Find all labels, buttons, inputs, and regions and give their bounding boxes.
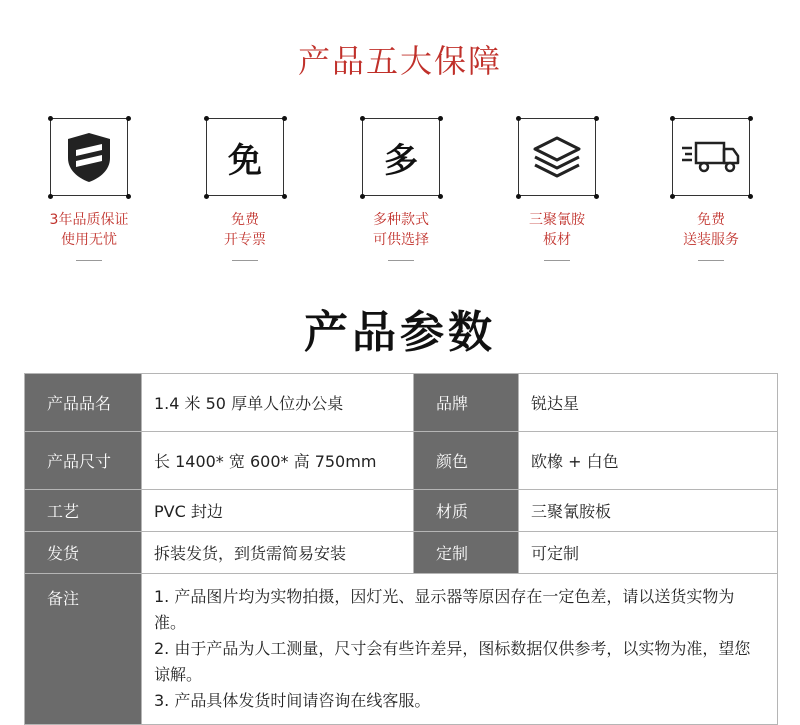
table-row xyxy=(25,532,778,574)
param-value: 欧橡 + 白色 xyxy=(519,432,778,490)
param-value: 可定制 xyxy=(519,532,778,574)
feature-label: 三聚氰胺 板材 xyxy=(529,212,585,248)
notes-label: 备注 xyxy=(25,574,142,725)
param-key: 定制 xyxy=(414,532,519,574)
param-key: 颜色 xyxy=(414,432,519,490)
feature-icon-box xyxy=(672,118,750,196)
feature-delivery xyxy=(651,118,771,261)
guarantee-features xyxy=(0,118,800,268)
feature-invoice xyxy=(185,118,305,261)
param-value: 三聚氰胺板 xyxy=(519,490,778,532)
free-char-icon: 免 xyxy=(228,140,262,181)
param-key: 工艺 xyxy=(25,490,142,532)
divider xyxy=(698,260,724,261)
notes-content xyxy=(142,574,778,725)
feature-label: 多种款式 可供选择 xyxy=(373,212,429,248)
feature-quality xyxy=(29,118,149,261)
param-value: 拆装发货，到货需简易安装 xyxy=(142,532,414,574)
feature-label: 3年品质保证 使用无忧 xyxy=(49,212,129,248)
feature-icon-box xyxy=(50,118,128,196)
feature-label: 免费 送装服务 xyxy=(683,212,739,248)
table-row-notes xyxy=(25,574,778,725)
param-value: 长 1400* 宽 600* 高 750mm xyxy=(142,432,414,490)
feature-icon-box xyxy=(362,118,440,196)
param-value: 锐达星 xyxy=(519,374,778,432)
params-table xyxy=(24,373,778,725)
param-value: PVC 封边 xyxy=(142,490,414,532)
param-key: 产品品名 xyxy=(25,374,142,432)
table-row xyxy=(25,490,778,532)
feature-icon-box xyxy=(518,118,596,196)
feature-material xyxy=(497,118,617,261)
feature-label: 免费 开专票 xyxy=(224,212,266,248)
table-row xyxy=(25,432,778,490)
divider xyxy=(232,260,258,261)
guarantee-title: 产品五大保障 xyxy=(297,42,502,80)
param-value: 1.4 米 50 厚单人位办公桌 xyxy=(142,374,414,432)
note-item: 2. 由于产品为人工测量，尺寸会有些许差异，图标数据仅供参考，以实物为准，望您谅解。 xyxy=(154,639,751,684)
divider xyxy=(388,260,414,261)
param-key: 材质 xyxy=(414,490,519,532)
note-item: 1. 产品图片均为实物拍摄，因灯光、显示器等原因存在一定色差，请以送货实物为准。 xyxy=(154,587,735,632)
table-row xyxy=(25,374,778,432)
feature-styles xyxy=(341,118,461,261)
param-key: 产品尺寸 xyxy=(25,432,142,490)
feature-icon-box xyxy=(206,118,284,196)
params-title: 产品参数 xyxy=(304,307,496,358)
note-item: 3. 产品具体发货时间请咨询在线客服。 xyxy=(154,691,431,710)
many-char-icon: 多 xyxy=(384,140,418,181)
param-key: 发货 xyxy=(25,532,142,574)
shield-icon xyxy=(64,130,114,184)
divider xyxy=(544,260,570,261)
divider xyxy=(76,260,102,261)
param-key: 品牌 xyxy=(414,374,519,432)
layers-icon xyxy=(529,132,585,182)
delivery-truck-icon xyxy=(680,137,742,177)
